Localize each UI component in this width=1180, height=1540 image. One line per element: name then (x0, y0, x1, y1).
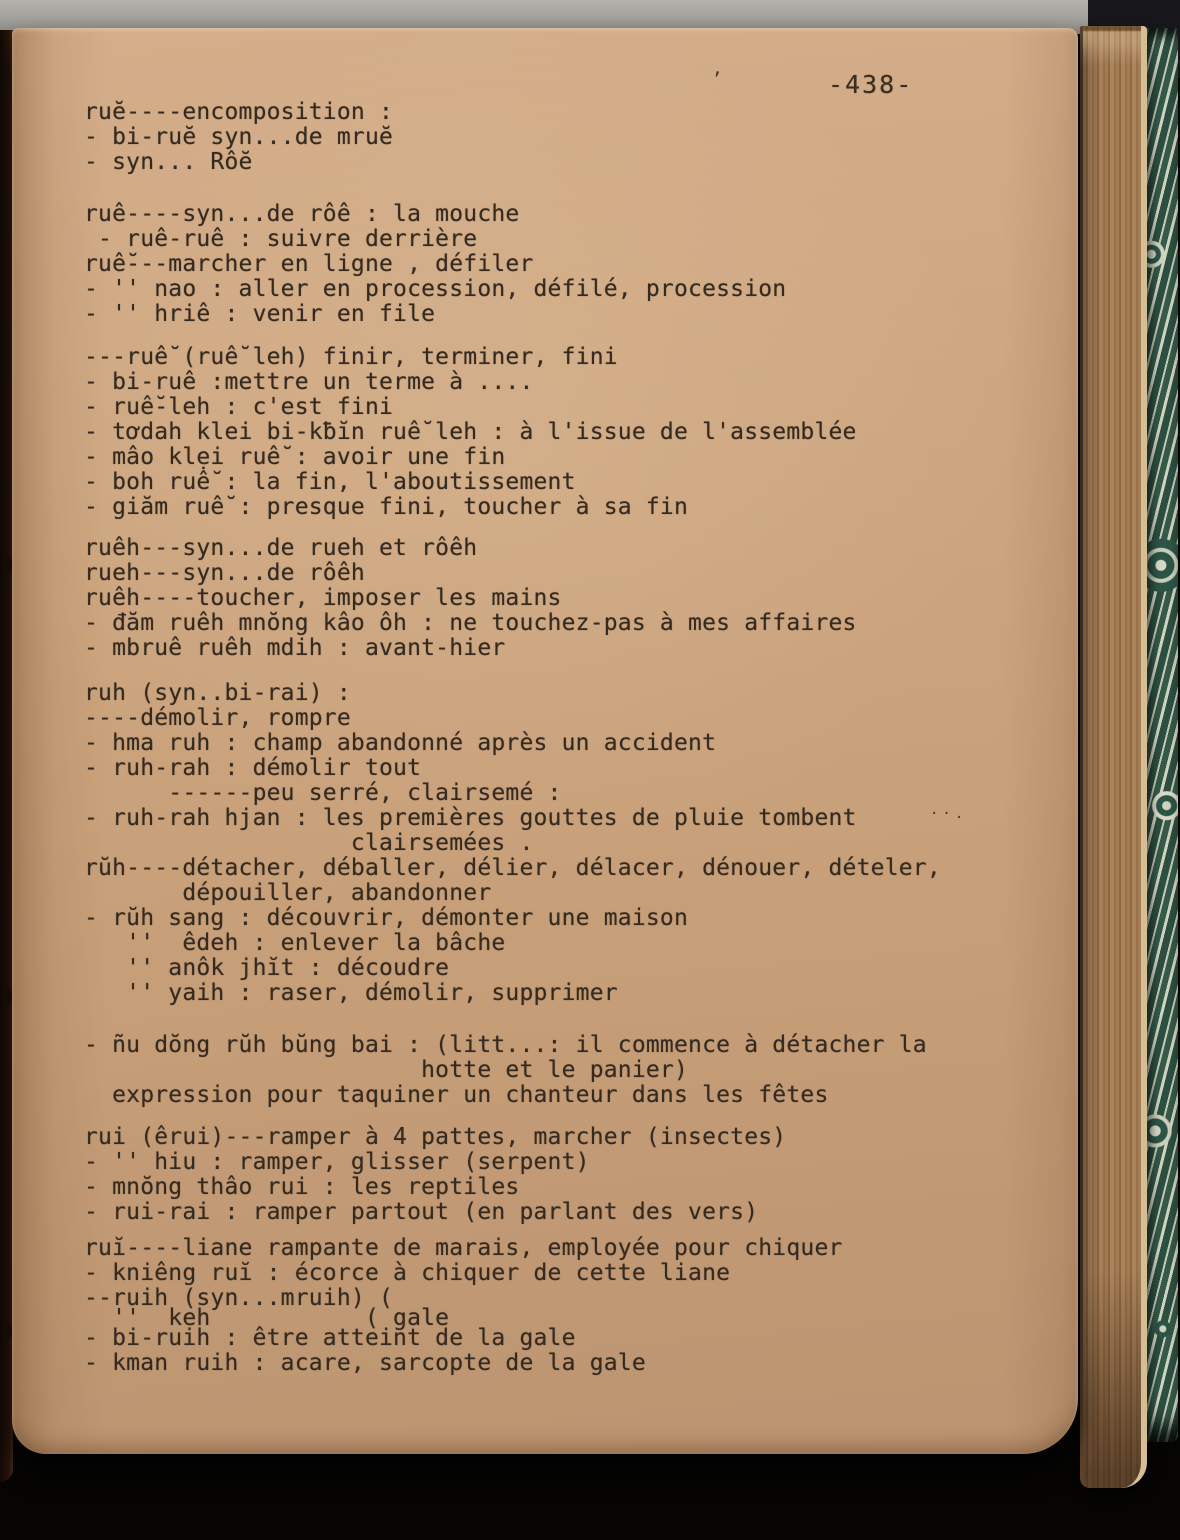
book-page (12, 28, 1078, 1454)
text-line: - '' hriê : venir en file (84, 301, 436, 327)
text-line: - rui-rai : ramper partout (en parlant des vers) (84, 1199, 759, 1225)
dictionary-section (84, 681, 1024, 1006)
text-line: hotte et le panier) (84, 1057, 689, 1083)
text-line: ruêh---syn...de rueh et rôêh (84, 535, 478, 561)
dictionary-section (84, 536, 1024, 661)
dictionary-section (84, 1236, 1024, 1376)
text-line: ruh (syn..bi-rai) : (84, 680, 351, 706)
text-line: ---ruê̆ (ruê̆ leh) finir, terminer, fini (84, 344, 618, 370)
ink-speck: ··. (930, 806, 968, 822)
text-line: - boh ruê̆ : la fin, l'aboutissement (84, 469, 576, 495)
text-line: ------peu serré, clairsemé : (84, 780, 562, 806)
text-line: '' yaih : raser, démolir, supprimer (84, 980, 618, 1006)
text-line: - giăm ruê̆ : presque fini, toucher à sa fin (84, 494, 689, 520)
text-line: - ruh-rah : démolir tout (84, 755, 422, 781)
text-line: ruê̆---marcher en ligne , défiler (84, 251, 534, 277)
text-line: - mâo klẹi ruê̆ : avoir une fin (84, 444, 506, 470)
text-line: - rŭh sang : découvrir, démonter une maison (84, 905, 689, 931)
dictionary-section (84, 1033, 1024, 1108)
text-line: rŭh----détacher, déballer, délier, délacer, dénouer, dételer, (84, 855, 941, 881)
text-line: - mnŏng thâo rui : les reptiles (84, 1174, 520, 1200)
text-line: - kman ruih : acare, sarcopte de la gale (84, 1350, 646, 1376)
dictionary-section (84, 202, 1024, 327)
text-line: - bi-ruê :mettre un terme à .... (84, 369, 534, 395)
dictionary-section (84, 1125, 1024, 1225)
text-line: --ruih (syn...mruih) ( (84, 1285, 394, 1311)
text-line: - '' hiu : ramper, glisser (serpent) (84, 1149, 590, 1175)
text-line: - syn... Rôĕ (84, 149, 253, 175)
text-line: rueh---syn...de rôêh (84, 560, 365, 586)
text-line: - ruê-ruê : suivre derrière (84, 226, 478, 252)
text-line: '' keh ( gale (84, 1305, 450, 1331)
text-line: expression pour taquiner un chanteur dans les fêtes (84, 1082, 829, 1108)
text-line: - ruê̆-leh : c'est fini (84, 394, 394, 420)
text-line: - '' nao : aller en procession, défilé, procession (84, 276, 787, 302)
text-line: '' anôk jhĭt : découdre (84, 955, 450, 981)
text-line: - ñu dŏng rŭh bŭng bai : (litt...: il commence à détacher la (84, 1032, 927, 1058)
text-line: ruêh----toucher, imposer les mains (84, 585, 562, 611)
page-number: -438- (828, 70, 914, 99)
ink-speck: , (712, 58, 723, 79)
text-line: - bi-ruĕ syn...de mruĕ (84, 124, 394, 150)
text-line: ruĕ----encomposition : (84, 99, 394, 125)
text-line: - mbruê ruêh mdih : avant-hier (84, 635, 506, 661)
text-line: clairsemées . (84, 830, 534, 856)
text-line: dépouiller, abandonner (84, 880, 492, 906)
dictionary-section (84, 345, 1024, 520)
page-edge-stack (1080, 26, 1147, 1488)
text-line: '' êdeh : enlever la bâche (84, 930, 506, 956)
text-line: - bi-ruih : être atteint de la gale (84, 1325, 576, 1351)
text-line: ----démolir, rompre (84, 705, 351, 731)
text-line: rui (êrui)---ramper à 4 pattes, marcher (insectes) (84, 1124, 787, 1150)
page-text (84, 100, 1024, 1376)
text-line: - đăm ruêh mnŏng kâo ôh : ne touchez-pas à mes affaires (84, 610, 857, 636)
text-line: - tơdah klei bi-kƀĭn ruê̆ leh : à l'issue de l'assemblée (84, 419, 857, 445)
dictionary-section (84, 100, 1024, 175)
text-line: - hma ruh : champ abandonné après un accident (84, 730, 717, 756)
text-line: - kniêng ruĭ : écorce à chiquer de cette liane (84, 1260, 731, 1286)
text-line: ruê----syn...de rôê : la mouche (84, 201, 520, 227)
text-line: ruĭ----liane rampante de marais, employée pour chiquer (84, 1235, 843, 1261)
text-line: - ruh-rah hjan : les premières gouttes de pluie tombent (84, 805, 857, 831)
